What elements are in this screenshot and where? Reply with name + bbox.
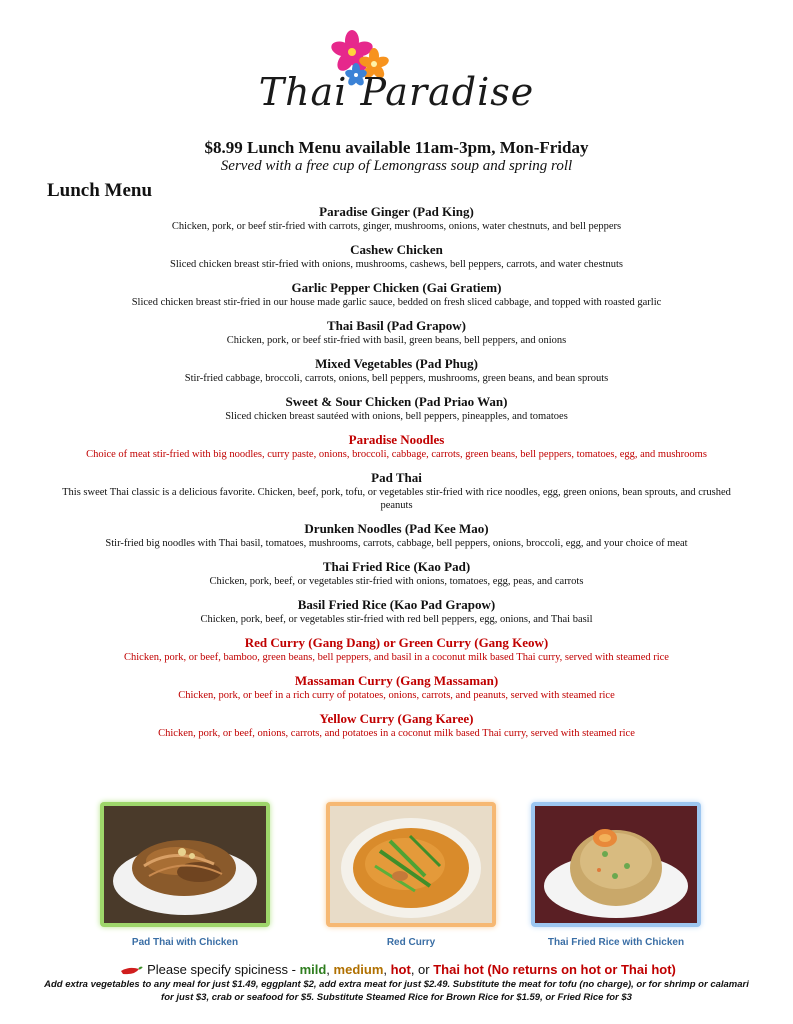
menu-item-description: Chicken, pork, or beef stir-fried with carrots, ginger, mushrooms, onions, water chestnuts, and bell peppers: [171, 221, 622, 232]
menu-item: [10, 317, 783, 347]
logo: [0, 30, 793, 120]
lunch-includes-subline: Served with a free cup of Lemongrass soup and spring roll: [220, 158, 573, 174]
menu-item-description: Choice of meat stir-fried with big noodles, curry paste, onions, broccoli, cabbage, carrots, green beans, bell peppers, tomatoes, egg, and mushrooms: [86, 449, 707, 460]
photo-frame: [100, 802, 270, 927]
photo-red-curry: [316, 802, 506, 948]
photo-caption: Thai Fried Rice with Chicken: [547, 937, 685, 948]
menu-item-name: Sweet & Sour Chicken (Pad Priao Wan): [285, 394, 508, 409]
spiciness-hot: hot: [390, 962, 411, 977]
menu-item-description: Chicken, pork, or beef stir-fried with basil, green beans, bell peppers, and onions: [226, 335, 567, 346]
menu-item-name: Thai Fried Rice (Kao Pad): [322, 559, 471, 574]
menu-item-name: Paradise Noodles: [348, 432, 445, 447]
spiciness-separator: , or: [410, 962, 434, 977]
photo-frame: [326, 802, 496, 927]
spiciness-notice: [0, 962, 793, 977]
photo-pad-thai: [90, 802, 280, 948]
menu-item-description: Chicken, pork, beef, or vegetables stir-fried with red bell peppers, egg, onions, and Thai basil: [200, 614, 593, 625]
menu-item-name: Pad Thai: [371, 470, 422, 485]
spiciness-prefix: Please specify spiciness -: [147, 962, 300, 977]
photo-frame: [531, 802, 701, 927]
chili-pepper-icon: [117, 965, 143, 977]
menu-item-description: Stir-fried cabbage, broccoli, carrots, onions, bell peppers, mushrooms, green beans, and bean sprouts: [184, 373, 609, 384]
menu-item-description: Sliced chicken breast stir-fried with onions, mushrooms, cashews, bell peppers, carrots, and water chestnuts: [170, 259, 623, 270]
menu-item: [10, 634, 783, 664]
restaurant-name: Thai Paradise: [258, 70, 535, 114]
menu-item-name: Drunken Noodles (Pad Kee Mao): [304, 521, 489, 536]
section-title: Lunch Menu: [47, 180, 153, 201]
menu-item-name: Mixed Vegetables (Pad Phug): [315, 356, 478, 371]
menu-item-description: Chicken, pork, beef, or vegetables stir-fried with onions, tomatoes, egg, peas, and carrots: [209, 576, 584, 587]
spiciness-separator: ,: [326, 962, 334, 977]
menu-item: [10, 520, 783, 550]
spiciness-mild: mild: [299, 962, 327, 977]
menu-item: [10, 469, 783, 512]
menu-item: [10, 279, 783, 309]
menu-item: [10, 558, 783, 588]
menu-item-name: Paradise Ginger (Pad King): [319, 204, 474, 219]
menu-item-description: Chicken, pork, or beef in a rich curry of potatoes, onions, carrots, and peanuts, served with steamed rice: [178, 690, 615, 701]
red-curry-photo: [330, 806, 492, 923]
food-photo-row: [0, 802, 793, 952]
menu-item-description: Sliced chicken breast stir-fried in our house made garlic sauce, bedded on fresh sliced cabbage, and topped with roasted garlic: [131, 297, 662, 308]
menu-item-description: This sweet Thai classic is a delicious favorite. Chicken, beef, pork, tofu, or vegetables stir-fried with rice noodles, egg, green onions, bean sprouts, and crushed peanuts: [62, 487, 731, 511]
menu-item-name: Garlic Pepper Chicken (Gai Gratiem): [291, 280, 502, 295]
spiciness-separator: ,: [383, 962, 391, 977]
menu-item-description: Chicken, pork, or beef, onions, carrots, and potatoes in a coconut milk based Thai curry, served with steamed rice: [158, 728, 635, 739]
menu-item-list: [10, 203, 783, 748]
menu-item-name: Massaman Curry (Gang Massaman): [294, 673, 499, 688]
spiciness-medium: medium: [333, 962, 384, 977]
menu-item: [10, 431, 783, 461]
photo-fried-rice: [521, 802, 711, 948]
pad-thai-photo: [104, 806, 266, 923]
menu-item-description: Stir-fried big noodles with Thai basil, tomatoes, mushrooms, carrots, cabbage, bell peppers, onions, broccoli, egg, and your choice of meat: [105, 538, 688, 549]
menu-item-name: Basil Fried Rice (Kao Pad Grapow): [297, 597, 496, 612]
photo-caption: Red Curry: [386, 937, 436, 948]
menu-item-name: Cashew Chicken: [350, 242, 443, 257]
menu-item: [10, 672, 783, 702]
menu-item-name: Thai Basil (Pad Grapow): [326, 318, 467, 333]
lunch-availability-headline: $8.99 Lunch Menu available 11am-3pm, Mon-Friday: [204, 138, 589, 157]
menu-item: [10, 241, 783, 271]
menu-item: [10, 393, 783, 423]
menu-item-description: Sliced chicken breast sautéed with onions, bell peppers, pineapples, and tomatoes: [225, 411, 568, 422]
spiciness-thai-hot: Thai hot (No returns on hot or Thai hot): [433, 962, 676, 977]
menu-item-name: Red Curry (Gang Dang) or Green Curry (Gang Keow): [244, 635, 549, 650]
fried-rice-photo: [535, 806, 697, 923]
menu-item: [10, 596, 783, 626]
extras-footnote: Add extra vegetables to any meal for just $1.49, eggplant $2, add extra meat for just $2.49. Substitute the meat for tofu (no charge), or for shrimp or calamari for just $3, crab or seafood for $5. Substitute Steamed Rice for Brown Rice for $1.59, or Fried Rice for $3: [44, 979, 749, 1003]
menu-item: [10, 710, 783, 740]
menu-item-name: Yellow Curry (Gang Karee): [319, 711, 474, 726]
menu-item: [10, 203, 783, 233]
menu-item-description: Chicken, pork, or beef, bamboo, green beans, bell peppers, and basil in a coconut milk based Thai curry, served with steamed rice: [124, 652, 669, 663]
photo-caption: Pad Thai with Chicken: [131, 937, 239, 948]
menu-item: [10, 355, 783, 385]
